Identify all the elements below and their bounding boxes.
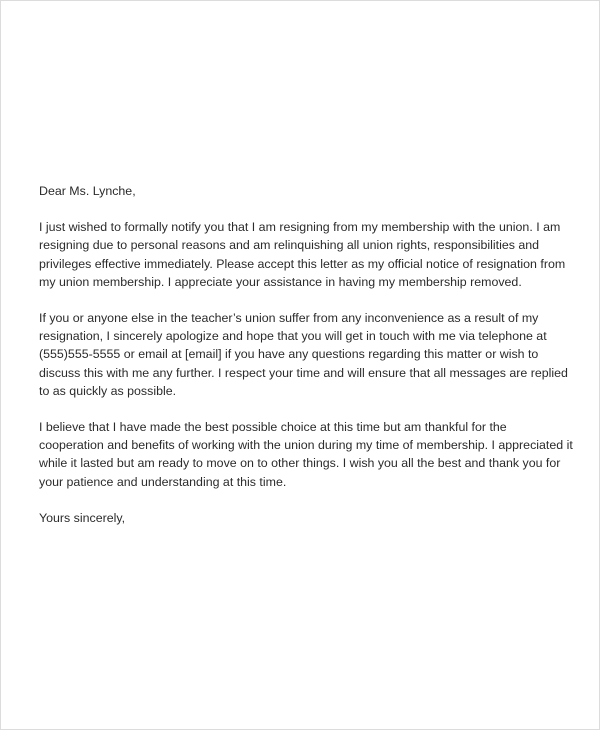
letter-paragraph-2: If you or anyone else in the teacher’s union suffer from any inconvenience as a result of my resignation, I sincerely apologize and hope that you will get in touch with me via telephone at (555)555-5555 or email at [email] if you have any questions regarding this matter or wish to discuss this with me any further. I respect your time and will ensure that all messages are replied to as quickly as possible.	[39, 311, 568, 398]
letter-paragraph-1: I just wished to formally notify you that I am resigning from my membership with the union. I am resigning due to personal reasons and am relinquishing all union rights, responsibilities and privileges effective immediately. Please accept this letter as my official notice of resignation from my union membership. I appreciate your assistance in having my membership removed.	[39, 220, 566, 289]
letter-salutation: Dear Ms. Lynche,	[39, 184, 136, 198]
letter-closing: Yours sincerely,	[39, 510, 126, 525]
letter-paragraph-3: I believe that I have made the best possible choice at this time but am thankful for the cooperation and benefits of working with the union during my time of membership. I appreciated it while it lasted but am ready to move on to other things. I wish you all the best and thank you for your patience and understanding at this time.	[39, 420, 573, 489]
letter-body	[39, 182, 573, 527]
